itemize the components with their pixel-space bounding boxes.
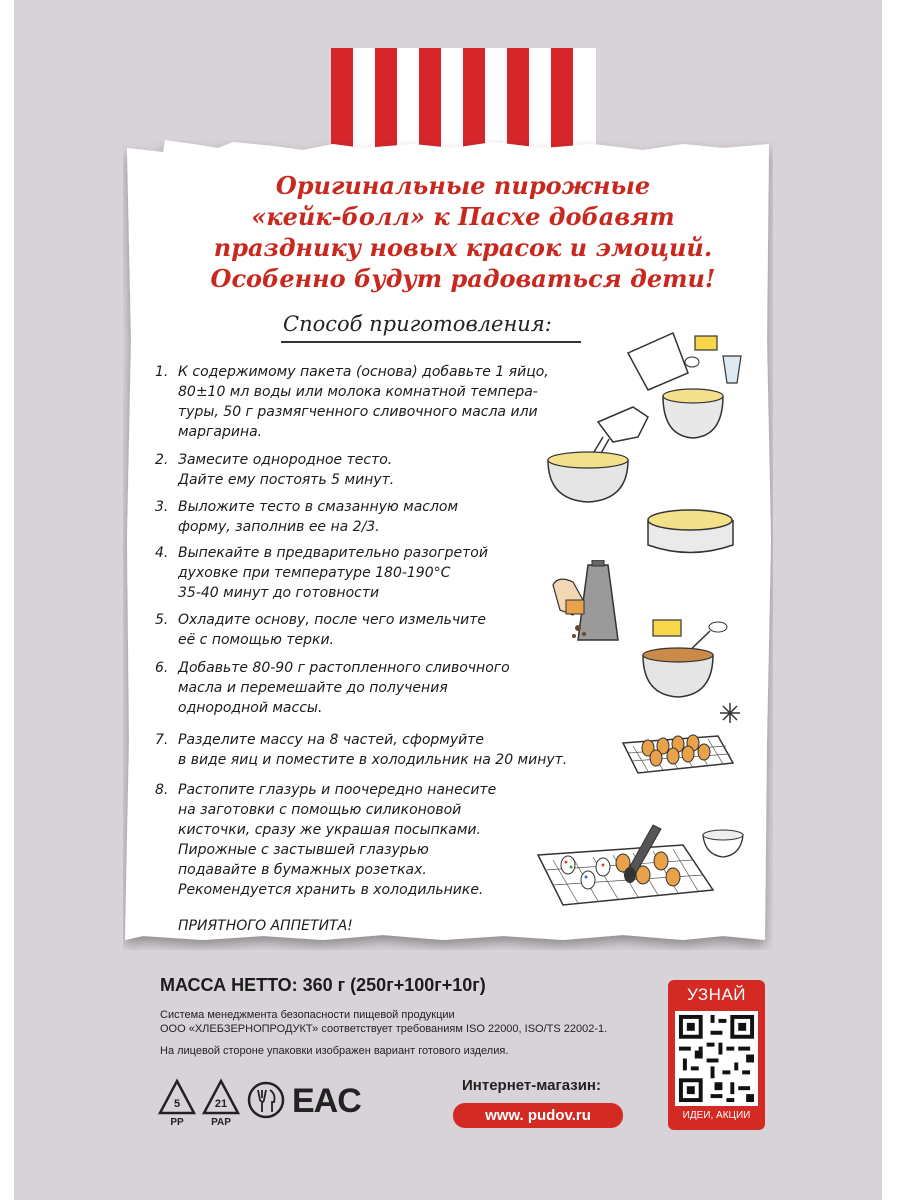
step-line: туры, 50 г размягченного сливочного масла или: [178, 404, 538, 420]
step-number: 1.: [155, 364, 169, 380]
recipe-paper-note: [123, 140, 773, 950]
qr-bottom-label: ИДЕИ, АКЦИИ: [682, 1110, 751, 1121]
food-contact-icon: [246, 1080, 286, 1120]
step-line: Пирожные с застывшей глазурью: [178, 842, 429, 858]
baking-pan-illustration: [643, 505, 738, 560]
net-weight: МАССА НЕТТО: 360 г (250г+100г+10г): [160, 975, 486, 995]
step-line: форму, заполнив ее на 2/3.: [178, 519, 380, 535]
step-number: 4.: [155, 545, 169, 561]
intro-line: празднику новых красок и эмоций.: [213, 233, 713, 262]
intro-line: Оригинальные пирожные: [275, 171, 651, 200]
step-line: Выпекайте в предварительно разогретой: [178, 545, 488, 561]
certification-line: ООО «ХЛЕБЗЕРНОПРОДУКТ» соответствует требованиям ISO 22000, ISO/TS 22002-1.: [160, 1023, 608, 1035]
shop-label: Интернет-магазин:: [462, 1077, 601, 1094]
step-line: масла и перемешайте до получения: [178, 680, 448, 696]
step-line: на заготовки с помощью силиконовой: [178, 802, 462, 818]
mixer-bowl-illustration: [543, 402, 653, 507]
recycle-pp-icon: [157, 1078, 197, 1118]
step-line: 35-40 минут до готовности: [178, 585, 380, 601]
step-line: Разделите массу на 8 частей, сформуйте: [178, 732, 484, 748]
step-line: Выложите тесто в смазанную маслом: [178, 499, 459, 515]
image-note: На лицевой стороне упаковки изображен вариант готового изделия.: [160, 1045, 509, 1057]
eac-mark: EAC: [292, 1082, 361, 1120]
qr-code[interactable]: [675, 1011, 758, 1106]
pap-label: PAP: [211, 1117, 231, 1128]
pap-number: 21: [214, 1098, 228, 1110]
step-line: Рекомендуется хранить в холодильнике.: [178, 882, 484, 898]
step-line: Добавьте 80-90 г растопленного сливочного: [178, 660, 510, 676]
pp-label: PP: [170, 1117, 184, 1128]
step-line: К содержимому пакета (основа) добавьте 1 яйцо,: [178, 364, 549, 380]
step-line: Растопите глазурь и поочередно нанесите: [178, 782, 497, 798]
qr-top-label: УЗНАЙ: [686, 985, 747, 1004]
step-number: 2.: [155, 452, 169, 468]
step-line: подавайте в бумажных розетках.: [178, 862, 427, 878]
butter-bowl-illustration: [638, 615, 738, 700]
shop-url-button[interactable]: www. pudov.ru: [453, 1103, 623, 1128]
step-line: кисточки, сразу же украшая посыпками.: [178, 822, 481, 838]
step-line: маргарина.: [178, 424, 263, 440]
intro-line: «кейк-болл» к Пасхе добавят: [251, 202, 675, 231]
intro-text: [183, 170, 743, 294]
pp-number: 5: [173, 1098, 181, 1110]
step-line: однородной массы.: [178, 700, 323, 716]
step-line: в виде яиц и поместите в холодильник на 20 минут.: [178, 752, 568, 768]
grater-illustration: [548, 560, 623, 650]
qr-block[interactable]: [668, 980, 765, 1130]
glazing-rack-illustration: [533, 805, 753, 915]
intro-line: Особенно будут радоваться дети!: [210, 264, 716, 293]
title-underline: [281, 341, 581, 343]
certification-line: Система менеджмента безопасности пищевой продукции: [160, 1009, 455, 1021]
step-line: 80±10 мл воды или молока комнатной темпера-: [178, 384, 538, 400]
eggs-rack-illustration: [618, 698, 753, 778]
recycle-pap-icon: [201, 1078, 241, 1118]
step-line: Охладите основу, после чего измельчите: [178, 612, 486, 628]
step-number: 7.: [155, 732, 169, 748]
step-line: её с помощью терки.: [178, 632, 335, 648]
step-line: духовке при температуре 180-190°С: [178, 565, 451, 581]
method-title: Способ приготовления:: [283, 312, 552, 336]
step-number: 5.: [155, 612, 169, 628]
closing-text: ПРИЯТНОГО АППЕТИТА!: [178, 918, 353, 934]
step-number: 6.: [155, 660, 169, 676]
step-line: Замесите однородное тесто.: [178, 452, 393, 468]
step-number: 8.: [155, 782, 169, 798]
step-line: Дайте ему постоять 5 минут.: [178, 472, 395, 488]
step-number: 3.: [155, 499, 169, 515]
